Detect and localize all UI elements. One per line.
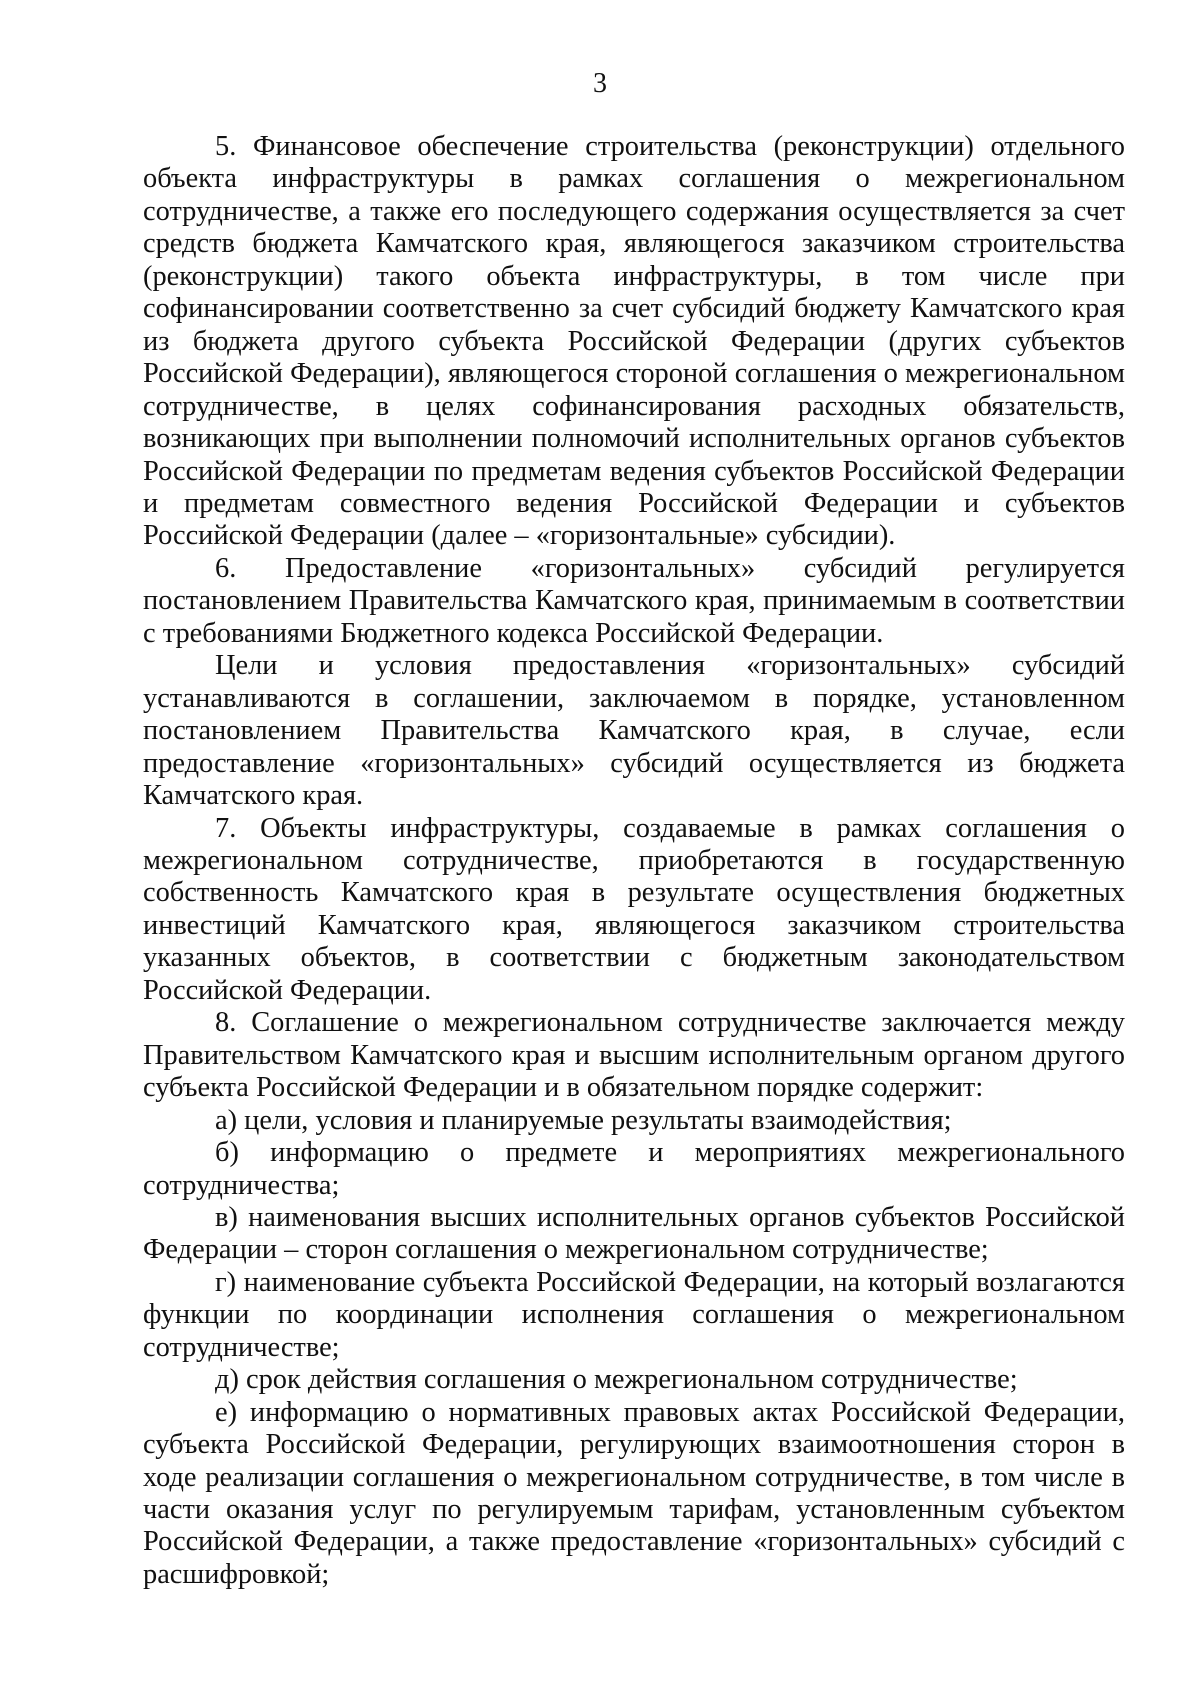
list-item-v: в) наименования высших исполнительных органов субъектов Российской Федерации – сторон соглашения о межрегиональном сотрудничестве; (143, 1201, 1125, 1266)
paragraph-6: 6. Предоставление «горизонтальных» субсидий регулируется постановлением Правительства Камчатского края, принимаемым в соответствии с требованиями Бюджетного кодекса Российской Федерации. (143, 552, 1125, 649)
paragraph-5: 5. Финансовое обеспечение строительства (реконструкции) отдельного объекта инфраструктуры в рамках соглашения о межрегиональном сотрудничестве, а также его последующего содержания осуществляется за счет средств бюджета Камчатского края, являющегося заказчиком строительства (реконструкции) такого объекта инфраструктуры, в том числе при софинансировании соответственно за счет субсидий бюджету Камчатского края из бюджета другого субъекта Российской Федерации (других субъектов Российской Федерации), являющегося стороной соглашения о межрегиональном сотрудничестве, в целях софинансирования расходных обязательств, возникающих при выполнении полномочий исполнительных органов субъектов Российской Федерации по предметам ведения субъектов Российской Федерации и предметам совместного ведения Российской Федерации и субъектов Российской Федерации (далее – «горизонтальные» субсидии). (143, 131, 1125, 552)
page-number: 3 (593, 68, 607, 99)
paragraph-6-goals: Цели и условия предоставления «горизонтальных» субсидий устанавливаются в соглашении, заключаемом в порядке, установленном постановлением Правительства Камчатского края, в случае, если предоставление «горизонтальных» субсидий осуществляется из бюджета Камчатского края. (143, 650, 1125, 812)
list-item-g: г) наименование субъекта Российской Федерации, на который возлагаются функции по координации исполнения соглашения о межрегиональном сотрудничестве; (143, 1266, 1125, 1363)
paragraph-7: 7. Объекты инфраструктуры, создаваемые в рамках соглашения о межрегиональном сотрудничестве, приобретаются в государственную собственность Камчатского края в результате осуществления бюджетных инвестиций Камчатского края, являющегося заказчиком строительства указанных объектов, в соответствии с бюджетным законодательством Российской Федерации. (143, 812, 1125, 1006)
list-item-d: д) срок действия соглашения о межрегиональном сотрудничестве; (215, 1364, 1018, 1396)
document-body (143, 131, 1125, 1591)
list-item-b: б) информацию о предмете и мероприятиях межрегионального сотрудничества; (143, 1137, 1125, 1201)
paragraph-8: 8. Соглашение о межрегиональном сотрудничестве заключается между Правительством Камчатского края и высшим исполнительным органом другого субъекта Российской Федерации и в обязательном порядке содержит: (143, 1007, 1125, 1104)
list-item-e: е) информацию о нормативных правовых актах Российской Федерации, субъекта Российской Федерации, регулирующих взаимоотношения сторон в ходе реализации соглашения о межрегиональном сотрудничестве, в том числе в части оказания услуг по регулируемым тарифам, установленным субъектом Российской Федерации, а также предоставление «горизонтальных» субсидий с расшифровкой; (143, 1396, 1125, 1590)
list-item-a: а) цели, условия и планируемые результаты взаимодействия; (215, 1104, 952, 1136)
